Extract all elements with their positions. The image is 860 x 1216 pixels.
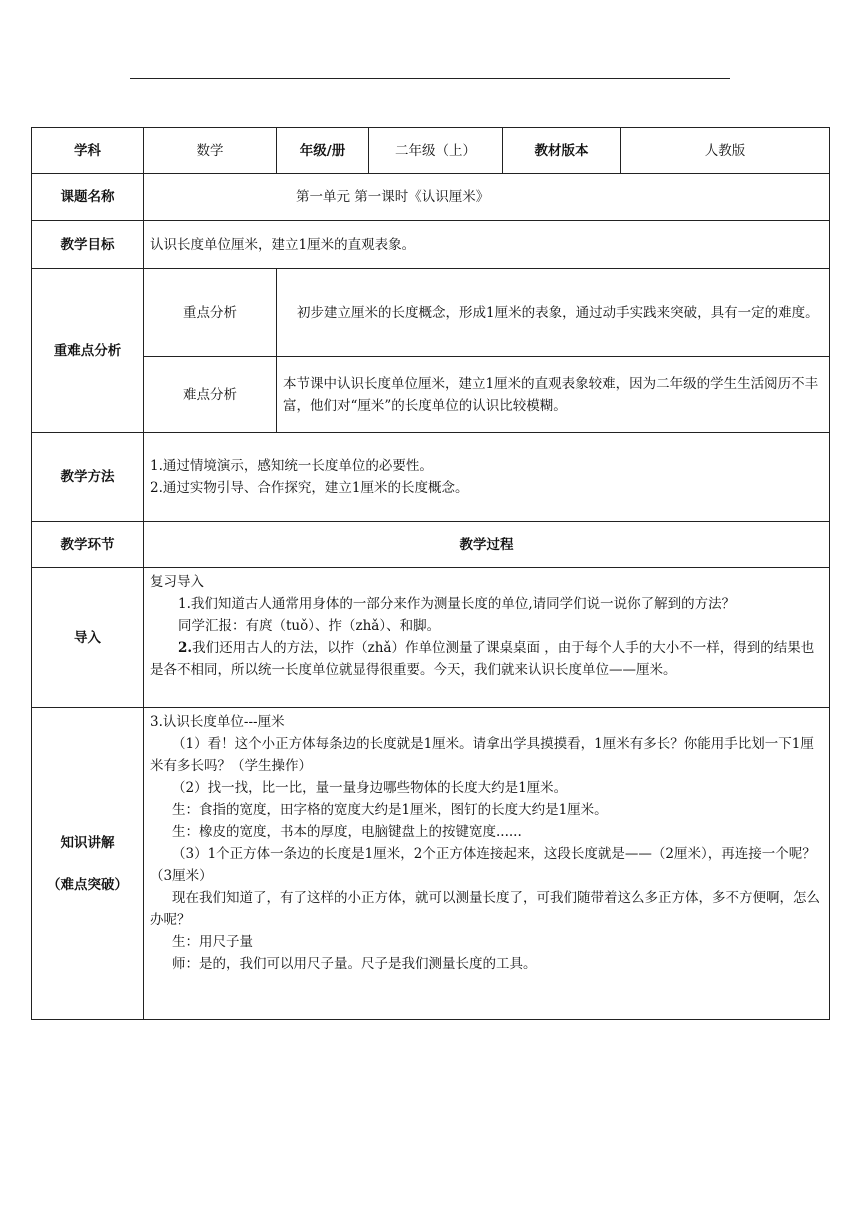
- knowledge-paragraph-1: （1）看！这个小正方体每条边的长度就是1厘米。请拿出学具摸摸看，1厘米有多长？你能用手比划一下1厘米有多长吗？（学生操作）: [150, 736, 814, 774]
- grade-label: 年级/册: [277, 128, 369, 174]
- intro-paragraph-3-number: 2.: [178, 640, 193, 656]
- subject-value: 数学: [144, 128, 277, 174]
- knowledge-paragraph-6: 现在我们知道了，有了这样的小正方体，就可以测量长度了，可我们随带着这么多正方体，多不方便啊，怎么办呢？: [150, 890, 820, 928]
- intro-paragraph-1-text: 1.我们知道古人通常用身体的一部分来作为测量长度的单位,请同学们说一说你了解到的方法？: [178, 596, 736, 612]
- knowledge-label: [32, 708, 144, 1020]
- intro-row: [32, 568, 830, 708]
- goal-label: 教学目标: [32, 221, 144, 269]
- method-item: 2.通过实物引导、合作探究，建立1厘米的长度概念。: [150, 480, 469, 496]
- topic-text: 第一单元 第一课时《认识厘米》: [296, 189, 490, 205]
- subject-label: 学科: [32, 128, 144, 174]
- method-label: 教学方法: [32, 433, 144, 522]
- intro-paragraph-2: 同学汇报：有庹（tuǒ）、拃（zhǎ）、和脚。: [178, 618, 441, 634]
- key-analysis-label: 重点分析: [144, 269, 277, 357]
- process-stage-label: 教学环节: [32, 522, 144, 568]
- header-rule: [130, 78, 730, 79]
- intro-paragraph-3-text: 我们还用古人的方法，以拃（zhǎ）作单位测量了课桌桌面 ，由于每个人手的大小不一样，得到的结果也是各不相同，所以统一长度单位就显得很重要。今天，我们就来认识长度单位——厘米。: [150, 640, 815, 678]
- knowledge-heading: 3.认识长度单位---厘米: [150, 714, 285, 730]
- knowledge-content: [144, 708, 830, 1020]
- lesson-plan-table: [31, 127, 830, 1020]
- topic-label: 课题名称: [32, 174, 144, 221]
- intro-content: [144, 568, 830, 708]
- intro-paragraph-1: [150, 593, 823, 615]
- difficult-analysis-value: 本节课中认识长度单位厘米，建立1厘米的直观表象较难，因为二年级的学生生活阅历不丰富，他们对“厘米”的长度单位的认识比较模糊。: [277, 357, 830, 433]
- difficult-analysis-label: 难点分析: [144, 357, 277, 433]
- method-item: 1.通过情境演示，感知统一长度单位的必要性。: [150, 458, 433, 474]
- method-value: [144, 433, 830, 522]
- knowledge-paragraph-5: （3）1个正方体一条边的长度是1厘米，2个正方体连接起来，这段长度就是——（2厘米），再连接一个呢？（3厘米）: [150, 846, 816, 884]
- intro-paragraph-3: [150, 637, 823, 681]
- process-title: 教学过程: [144, 522, 830, 568]
- edition-label: 教材版本: [503, 128, 621, 174]
- intro-label: 导入: [32, 568, 144, 708]
- process-header-row: [32, 522, 830, 568]
- difficult-analysis-row: [32, 357, 830, 433]
- edition-value: 人教版: [621, 128, 830, 174]
- knowledge-paragraph-8: 师：是的，我们可以用尺子量。尺子是我们测量长度的工具。: [172, 956, 537, 972]
- knowledge-paragraph-3: 生：食指的宽度，田字格的宽度大约是1厘米，图钉的长度大约是1厘米。: [172, 802, 608, 818]
- analysis-label: 重难点分析: [32, 269, 144, 433]
- knowledge-label-stack: [32, 832, 143, 896]
- key-analysis-text: 初步建立厘米的长度概念，形成1厘米的表象，通过动手实践来突破，具有一定的难度。: [297, 304, 819, 321]
- knowledge-label-line-2: （难点突破）: [47, 876, 128, 893]
- header-row: [32, 128, 830, 174]
- knowledge-row: [32, 708, 830, 1020]
- knowledge-paragraph-7: 生：用尺子量: [172, 934, 253, 950]
- key-analysis-value: [277, 269, 830, 357]
- grade-value: 二年级（上）: [369, 128, 503, 174]
- goal-value: 认识长度单位厘米，建立1厘米的直观表象。: [144, 221, 830, 269]
- knowledge-paragraph-4: 生：橡皮的宽度，书本的厚度，电脑键盘上的按键宽度......: [172, 824, 522, 840]
- goal-row: [32, 221, 830, 269]
- method-row: [32, 433, 830, 522]
- topic-row: [32, 174, 830, 221]
- topic-value: [144, 174, 830, 221]
- knowledge-paragraph-2: （2）找一找，比一比，量一量身边哪些物体的长度大约是1厘米。: [172, 780, 568, 796]
- key-analysis-row: [32, 269, 830, 357]
- intro-heading: 复习导入: [150, 574, 204, 590]
- knowledge-label-line-1: 知识讲解: [60, 834, 115, 851]
